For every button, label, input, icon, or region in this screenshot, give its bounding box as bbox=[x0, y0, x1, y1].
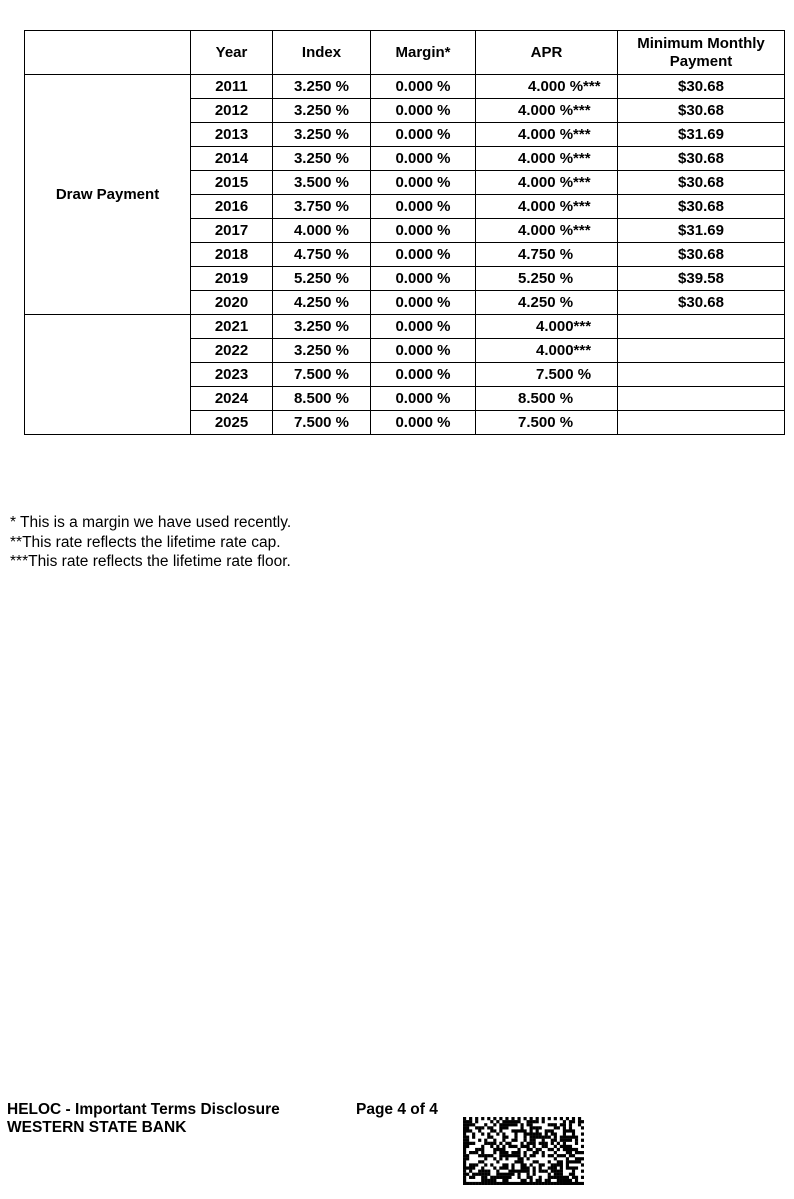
year-cell: 2021 bbox=[191, 315, 273, 339]
payment-cell: $31.69 bbox=[618, 123, 785, 147]
index-cell: 4.750 % bbox=[273, 243, 371, 267]
index-cell: 3.250 % bbox=[273, 147, 371, 171]
repayment-label bbox=[25, 315, 191, 435]
margin-cell: 0.000 % bbox=[371, 171, 476, 195]
year-cell: 2011 bbox=[191, 75, 273, 99]
payment-cell bbox=[618, 411, 785, 435]
apr-cell: 4.000 %*** bbox=[476, 123, 618, 147]
apr-cell: 4.000 %*** bbox=[476, 99, 618, 123]
footer-document-info bbox=[7, 1101, 280, 1137]
payment-cell bbox=[618, 387, 785, 411]
apr-cell: 7.500 % bbox=[476, 363, 618, 387]
year-cell: 2016 bbox=[191, 195, 273, 219]
table-header-row bbox=[25, 31, 785, 75]
apr-cell: 8.500 % bbox=[476, 387, 618, 411]
footnote-rate-floor: ***This rate reflects the lifetime rate floor. bbox=[10, 553, 291, 570]
footnotes bbox=[10, 513, 291, 572]
payment-cell bbox=[618, 315, 785, 339]
year-cell: 2024 bbox=[191, 387, 273, 411]
margin-cell: 0.000 % bbox=[371, 243, 476, 267]
year-cell: 2017 bbox=[191, 219, 273, 243]
payment-cell: $31.69 bbox=[618, 219, 785, 243]
apr-cell: 4.000 %*** bbox=[476, 219, 618, 243]
apr-cell: 4.000 %*** bbox=[476, 171, 618, 195]
index-cell: 3.500 % bbox=[273, 171, 371, 195]
footnote-margin: * This is a margin we have used recently. bbox=[10, 514, 292, 531]
index-cell: 3.250 % bbox=[273, 75, 371, 99]
payment-cell: $30.68 bbox=[618, 171, 785, 195]
rates-table bbox=[24, 30, 785, 435]
margin-cell: 0.000 % bbox=[371, 315, 476, 339]
footer-bank-name: WESTERN STATE BANK bbox=[7, 1119, 187, 1136]
payment-cell: $30.68 bbox=[618, 75, 785, 99]
payment-cell: $30.68 bbox=[618, 195, 785, 219]
index-cell: 3.250 % bbox=[273, 123, 371, 147]
header-payment-line2: Payment bbox=[669, 52, 733, 70]
apr-cell: 4.000*** bbox=[476, 339, 618, 363]
margin-cell: 0.000 % bbox=[371, 339, 476, 363]
index-cell: 3.750 % bbox=[273, 195, 371, 219]
payment-cell bbox=[618, 363, 785, 387]
payment-cell: $30.68 bbox=[618, 243, 785, 267]
draw-period-body bbox=[25, 75, 785, 315]
payment-cell: $30.68 bbox=[618, 291, 785, 315]
margin-cell: 0.000 % bbox=[371, 363, 476, 387]
apr-cell: 4.750 % bbox=[476, 243, 618, 267]
apr-cell: 4.000 %*** bbox=[476, 147, 618, 171]
year-cell: 2019 bbox=[191, 267, 273, 291]
index-cell: 7.500 % bbox=[273, 411, 371, 435]
table-row bbox=[25, 75, 785, 99]
header-index: Index bbox=[273, 31, 371, 75]
apr-cell: 4.000 %*** bbox=[476, 195, 618, 219]
index-cell: 3.250 % bbox=[273, 339, 371, 363]
index-cell: 8.500 % bbox=[273, 387, 371, 411]
margin-cell: 0.000 % bbox=[371, 147, 476, 171]
header-payment-line1: Minimum Monthly bbox=[637, 34, 765, 52]
margin-cell: 0.000 % bbox=[371, 387, 476, 411]
margin-cell: 0.000 % bbox=[371, 123, 476, 147]
year-cell: 2015 bbox=[191, 171, 273, 195]
apr-cell: 4.000*** bbox=[476, 315, 618, 339]
index-cell: 7.500 % bbox=[273, 363, 371, 387]
payment-cell: $30.68 bbox=[618, 99, 785, 123]
year-cell: 2012 bbox=[191, 99, 273, 123]
header-apr: APR bbox=[476, 31, 618, 75]
margin-cell: 0.000 % bbox=[371, 267, 476, 291]
table-row bbox=[25, 315, 785, 339]
header-blank bbox=[25, 31, 191, 75]
margin-cell: 0.000 % bbox=[371, 219, 476, 243]
draw-payment-label: Draw Payment bbox=[25, 75, 191, 315]
year-cell: 2025 bbox=[191, 411, 273, 435]
footnote-rate-cap: **This rate reflects the lifetime rate cap. bbox=[10, 533, 281, 551]
payment-cell: $30.68 bbox=[618, 147, 785, 171]
year-cell: 2018 bbox=[191, 243, 273, 267]
margin-cell: 0.000 % bbox=[371, 75, 476, 99]
year-cell: 2022 bbox=[191, 339, 273, 363]
header-year: Year bbox=[191, 31, 273, 75]
apr-cell: 4.000 %*** bbox=[476, 75, 618, 99]
index-cell: 5.250 % bbox=[273, 267, 371, 291]
margin-cell: 0.000 % bbox=[371, 195, 476, 219]
repayment-period-body bbox=[25, 315, 785, 435]
apr-cell: 7.500 % bbox=[476, 411, 618, 435]
margin-cell: 0.000 % bbox=[371, 291, 476, 315]
index-cell: 3.250 % bbox=[273, 99, 371, 123]
payment-cell bbox=[618, 339, 785, 363]
margin-cell: 0.000 % bbox=[371, 411, 476, 435]
apr-cell: 5.250 % bbox=[476, 267, 618, 291]
year-cell: 2014 bbox=[191, 147, 273, 171]
footer-title: HELOC - Important Terms Disclosure bbox=[7, 1101, 280, 1118]
year-cell: 2020 bbox=[191, 291, 273, 315]
margin-cell: 0.000 % bbox=[371, 99, 476, 123]
index-cell: 4.250 % bbox=[273, 291, 371, 315]
page-number: Page 4 of 4 bbox=[356, 1101, 438, 1118]
index-cell: 4.000 % bbox=[273, 219, 371, 243]
apr-cell: 4.250 % bbox=[476, 291, 618, 315]
year-cell: 2023 bbox=[191, 363, 273, 387]
header-payment bbox=[618, 31, 785, 75]
index-cell: 3.250 % bbox=[273, 315, 371, 339]
datamatrix-barcode-icon bbox=[463, 1117, 584, 1185]
payment-cell: $39.58 bbox=[618, 267, 785, 291]
year-cell: 2013 bbox=[191, 123, 273, 147]
header-margin: Margin* bbox=[371, 31, 476, 75]
